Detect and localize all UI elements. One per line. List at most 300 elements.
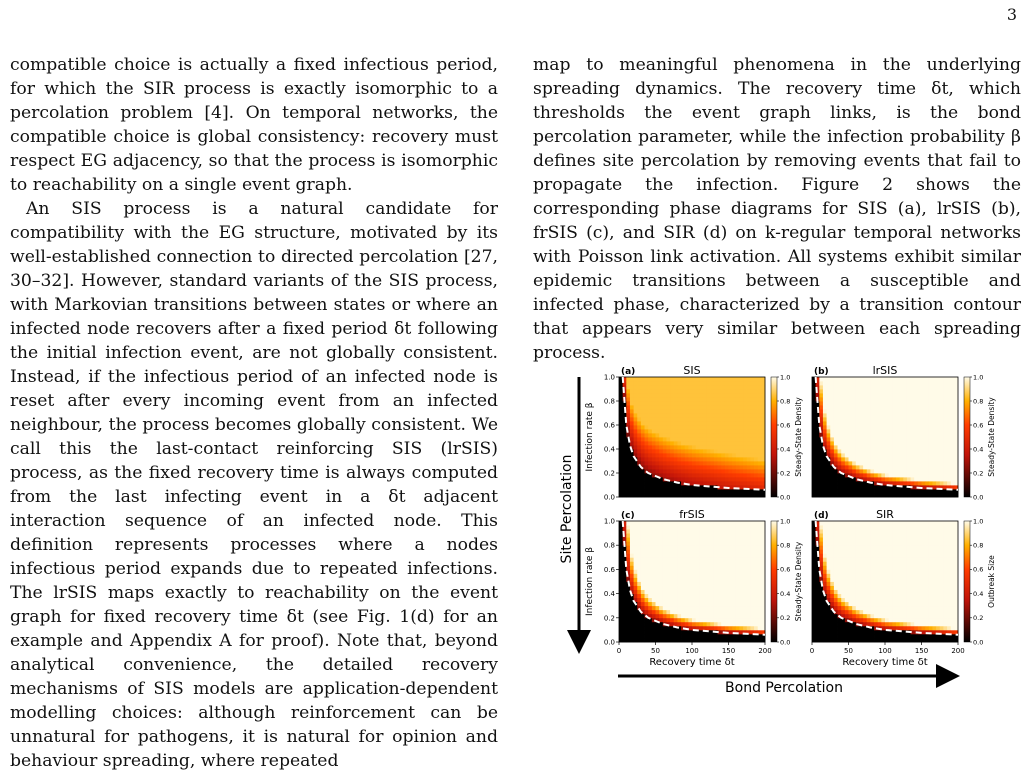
heatmap-cell xyxy=(659,602,663,606)
heatmap-cell xyxy=(951,537,955,541)
heatmap-cell xyxy=(823,429,827,433)
heatmap-cell xyxy=(681,429,685,433)
heatmap-cell xyxy=(841,489,845,493)
colorbar-tick-label: 1.0 xyxy=(973,373,984,382)
heatmap-cell xyxy=(932,529,936,533)
heatmap-cell xyxy=(845,453,849,457)
heatmap-cell xyxy=(918,477,922,481)
heatmap-cell xyxy=(626,529,630,533)
heatmap-cell xyxy=(659,533,663,537)
heatmap-cell xyxy=(936,549,940,553)
heatmap-cell xyxy=(718,453,722,457)
heatmap-cell xyxy=(878,425,882,429)
heatmap-cell xyxy=(845,606,849,610)
heatmap-cell xyxy=(881,413,885,417)
heatmap-cell xyxy=(819,477,823,481)
heatmap-cell xyxy=(754,545,758,549)
heatmap-cell xyxy=(648,409,652,413)
heatmap-cell xyxy=(918,385,922,389)
heatmap-cell xyxy=(918,569,922,573)
heatmap-cell xyxy=(947,417,951,421)
heatmap-cell xyxy=(637,433,641,437)
heatmap-cell xyxy=(645,622,649,626)
heatmap-cell xyxy=(827,521,831,525)
heatmap-cell xyxy=(696,529,700,533)
heatmap-cell xyxy=(725,421,729,425)
heatmap-cell xyxy=(925,473,929,477)
heatmap-cell xyxy=(903,610,907,614)
heatmap-cell xyxy=(718,465,722,469)
heatmap-cell xyxy=(907,477,911,481)
heatmap-cell xyxy=(878,397,882,401)
heatmap-cell xyxy=(838,397,842,401)
heatmap-cell xyxy=(652,393,656,397)
heatmap-cell xyxy=(859,405,863,409)
heatmap-cell xyxy=(736,606,740,610)
heatmap-cell xyxy=(703,381,707,385)
heatmap-cell xyxy=(681,417,685,421)
heatmap-cell xyxy=(867,561,871,565)
heatmap-cell xyxy=(754,397,758,401)
heatmap-cell xyxy=(929,565,933,569)
heatmap-cell xyxy=(863,553,867,557)
heatmap-cell xyxy=(914,521,918,525)
heatmap-cell xyxy=(670,489,674,493)
heatmap-cell xyxy=(889,449,893,453)
heatmap-cell xyxy=(914,481,918,485)
colorbar-tick-label: 0.2 xyxy=(780,469,791,478)
heatmap-cell xyxy=(918,397,922,401)
heatmap-cell xyxy=(674,537,678,541)
heatmap-cell xyxy=(812,441,816,445)
heatmap-cell xyxy=(718,525,722,529)
heatmap-cell xyxy=(656,537,660,541)
heatmap-cell xyxy=(889,525,893,529)
heatmap-cell xyxy=(634,485,638,489)
heatmap-cell xyxy=(918,457,922,461)
heatmap-cell xyxy=(823,553,827,557)
heatmap-cell xyxy=(878,614,882,618)
heatmap-cell xyxy=(911,594,915,598)
heatmap-cell xyxy=(834,561,838,565)
heatmap-cell xyxy=(907,557,911,561)
heatmap-cell xyxy=(758,594,762,598)
heatmap-cell xyxy=(707,393,711,397)
heatmap-cell xyxy=(681,565,685,569)
heatmap-cell xyxy=(703,537,707,541)
heatmap-cell xyxy=(619,469,623,473)
heatmap-cell xyxy=(758,553,762,557)
heatmap-cell xyxy=(688,405,692,409)
heatmap-cell xyxy=(889,557,893,561)
heatmap-cell xyxy=(696,421,700,425)
heatmap-cell xyxy=(834,437,838,441)
heatmap-cell xyxy=(922,457,926,461)
heatmap-cell xyxy=(659,401,663,405)
heatmap-cell xyxy=(892,485,896,489)
heatmap-cell xyxy=(845,565,849,569)
heatmap-cell xyxy=(896,533,900,537)
heatmap-cell xyxy=(859,626,863,630)
heatmap-cell xyxy=(940,409,944,413)
heatmap-cell xyxy=(652,457,656,461)
heatmap-cell xyxy=(827,421,831,425)
heatmap-cell xyxy=(656,541,660,545)
heatmap-cell xyxy=(816,437,820,441)
heatmap-cell xyxy=(951,481,955,485)
heatmap-cell xyxy=(736,521,740,525)
heatmap-cell xyxy=(739,586,743,590)
heatmap-cell xyxy=(659,417,663,421)
heatmap-cell xyxy=(699,397,703,401)
heatmap-cell xyxy=(870,489,874,493)
heatmap-cell xyxy=(699,481,703,485)
heatmap-cell xyxy=(677,606,681,610)
heatmap-cell xyxy=(929,465,933,469)
heatmap-cell xyxy=(758,425,762,429)
heatmap-cell xyxy=(838,389,842,393)
heatmap-cell xyxy=(619,569,623,573)
heatmap-cell xyxy=(914,622,918,626)
heatmap-cell xyxy=(718,457,722,461)
heatmap-cell xyxy=(670,429,674,433)
heatmap-cell xyxy=(856,393,860,397)
heatmap-cell xyxy=(918,533,922,537)
heatmap-cell xyxy=(823,417,827,421)
heatmap-cell xyxy=(699,598,703,602)
heatmap-cell xyxy=(634,594,638,598)
heatmap-cell xyxy=(819,461,823,465)
heatmap-cell xyxy=(838,457,842,461)
heatmap-cell xyxy=(652,577,656,581)
heatmap-cell xyxy=(830,381,834,385)
heatmap-cell xyxy=(841,429,845,433)
heatmap-cell xyxy=(867,529,871,533)
heatmap-cell xyxy=(659,429,663,433)
heatmap-cell xyxy=(637,425,641,429)
heatmap-cell xyxy=(911,465,915,469)
heatmap-cell xyxy=(656,461,660,465)
heatmap-cell xyxy=(914,389,918,393)
heatmap-cell xyxy=(892,409,896,413)
heatmap-cell xyxy=(863,606,867,610)
heatmap-cell xyxy=(630,473,634,477)
heatmap-cell xyxy=(626,385,630,389)
heatmap-cell xyxy=(856,598,860,602)
heatmap-cell xyxy=(718,602,722,606)
heatmap-cell xyxy=(707,381,711,385)
heatmap-cell xyxy=(663,481,667,485)
colorbar-label: Steady-State Density xyxy=(794,541,803,622)
heatmap-cell xyxy=(754,602,758,606)
heatmap-cell xyxy=(841,385,845,389)
heatmap-cell xyxy=(670,377,674,381)
heatmap-cell xyxy=(856,557,860,561)
heatmap-cell xyxy=(747,561,751,565)
heatmap-cell xyxy=(922,610,926,614)
heatmap-cell xyxy=(677,453,681,457)
heatmap-cell xyxy=(874,453,878,457)
heatmap-cell xyxy=(707,473,711,477)
heatmap-cell xyxy=(870,413,874,417)
heatmap-cell xyxy=(641,590,645,594)
heatmap-cell xyxy=(900,606,904,610)
heatmap-cell xyxy=(630,537,634,541)
heatmap-cell xyxy=(943,457,947,461)
heatmap-cell xyxy=(841,549,845,553)
heatmap-cell xyxy=(881,569,885,573)
heatmap-cell xyxy=(951,549,955,553)
heatmap-cell xyxy=(637,573,641,577)
heatmap-cell xyxy=(914,421,918,425)
heatmap-cell xyxy=(878,473,882,477)
heatmap-cell xyxy=(918,586,922,590)
heatmap-cell xyxy=(652,582,656,586)
heatmap-cell xyxy=(641,602,645,606)
heatmap-cell xyxy=(827,377,831,381)
heatmap-cell xyxy=(648,393,652,397)
heatmap-cell xyxy=(714,590,718,594)
heatmap-cell xyxy=(648,590,652,594)
heatmap-cell xyxy=(841,453,845,457)
heatmap-cell xyxy=(648,626,652,630)
heatmap-cell xyxy=(951,533,955,537)
heatmap-cell xyxy=(739,433,743,437)
heatmap-cell xyxy=(903,537,907,541)
heatmap-cell xyxy=(856,409,860,413)
heatmap-cell xyxy=(725,473,729,477)
heatmap-cell xyxy=(747,413,751,417)
heatmap-cell xyxy=(823,545,827,549)
panel-title: SIR xyxy=(876,508,894,521)
heatmap-cell xyxy=(732,401,736,405)
heatmap-cell xyxy=(878,521,882,525)
heatmap-cell xyxy=(619,582,623,586)
heatmap-cell xyxy=(670,401,674,405)
heatmap-cell xyxy=(739,582,743,586)
heatmap-cell xyxy=(859,453,863,457)
heatmap-cell xyxy=(732,469,736,473)
heatmap-cell xyxy=(936,477,940,481)
heatmap-cell xyxy=(703,561,707,565)
heatmap-cell xyxy=(914,618,918,622)
heatmap-cell xyxy=(656,453,660,457)
heatmap-cell xyxy=(721,469,725,473)
heatmap-cell xyxy=(870,417,874,421)
heatmap-cell xyxy=(758,405,762,409)
heatmap-cell xyxy=(630,421,634,425)
heatmap-cell xyxy=(812,573,816,577)
heatmap-cell xyxy=(670,573,674,577)
heatmap-cell xyxy=(823,521,827,525)
heatmap-cell xyxy=(892,533,896,537)
heatmap-cell xyxy=(940,541,944,545)
heatmap-cell xyxy=(685,618,689,622)
heatmap-cell xyxy=(634,393,638,397)
heatmap-cell xyxy=(670,557,674,561)
heatmap-cell xyxy=(819,626,823,630)
heatmap-cell xyxy=(870,553,874,557)
heatmap-cell xyxy=(729,469,733,473)
heatmap-cell xyxy=(911,561,915,565)
heatmap-cell xyxy=(637,549,641,553)
heatmap-cell xyxy=(943,529,947,533)
heatmap-cell xyxy=(641,485,645,489)
heatmap-cell xyxy=(903,465,907,469)
heatmap-cell xyxy=(729,573,733,577)
heatmap-cell xyxy=(681,557,685,561)
heatmap-cell xyxy=(754,377,758,381)
heatmap-cell xyxy=(677,485,681,489)
heatmap-cell xyxy=(652,525,656,529)
heatmap-cell xyxy=(656,582,660,586)
heatmap-cell xyxy=(932,485,936,489)
heatmap-cell xyxy=(911,445,915,449)
heatmap-cell xyxy=(736,533,740,537)
heatmap-cell xyxy=(652,549,656,553)
heatmap-cell xyxy=(758,606,762,610)
heatmap-cell xyxy=(867,525,871,529)
heatmap-cell xyxy=(852,437,856,441)
heatmap-cell xyxy=(940,389,944,393)
heatmap-cell xyxy=(666,573,670,577)
heatmap-cell xyxy=(732,457,736,461)
heatmap-cell xyxy=(889,610,893,614)
heatmap-cell xyxy=(696,409,700,413)
heatmap-cell xyxy=(743,618,747,622)
heatmap-cell xyxy=(747,377,751,381)
heatmap-cell xyxy=(645,606,649,610)
heatmap-cell xyxy=(681,389,685,393)
heatmap-cell xyxy=(641,533,645,537)
y-axis-label: Infection rate β xyxy=(585,547,595,616)
heatmap-cell xyxy=(841,405,845,409)
heatmap-cell xyxy=(758,545,762,549)
heatmap-cell xyxy=(827,569,831,573)
heatmap-cell xyxy=(685,465,689,469)
heatmap-cell xyxy=(619,561,623,565)
heatmap-cell xyxy=(688,537,692,541)
heatmap-cell xyxy=(903,489,907,493)
heatmap-cell xyxy=(710,626,714,630)
heatmap-cell xyxy=(688,457,692,461)
heatmap-cell xyxy=(732,465,736,469)
heatmap-cell xyxy=(725,441,729,445)
heatmap-cell xyxy=(922,377,926,381)
heatmap-cell xyxy=(914,573,918,577)
heatmap-cell xyxy=(867,417,871,421)
heatmap-cell xyxy=(663,445,667,449)
heatmap-cell xyxy=(947,569,951,573)
heatmap-cell xyxy=(870,449,874,453)
heatmap-cell xyxy=(630,622,634,626)
heatmap-cell xyxy=(750,614,754,618)
heatmap-cell xyxy=(874,594,878,598)
heatmap-cell xyxy=(674,409,678,413)
heatmap-cell xyxy=(725,618,729,622)
heatmap-cell xyxy=(666,626,670,630)
heatmap-cell xyxy=(823,582,827,586)
heatmap-cell xyxy=(929,622,933,626)
heatmap-cell xyxy=(830,477,834,481)
heatmap-cell xyxy=(677,594,681,598)
heatmap-cell xyxy=(681,437,685,441)
heatmap-cell xyxy=(674,377,678,381)
heatmap-cell xyxy=(619,413,623,417)
heatmap-cell xyxy=(896,381,900,385)
heatmap-cell xyxy=(816,465,820,469)
heatmap-cell xyxy=(670,465,674,469)
heatmap-cell xyxy=(630,521,634,525)
heatmap-cell xyxy=(677,477,681,481)
heatmap-cell xyxy=(900,521,904,525)
heatmap-cell xyxy=(922,549,926,553)
heatmap-cell xyxy=(834,429,838,433)
heatmap-cell xyxy=(874,389,878,393)
heatmap-cell xyxy=(911,389,915,393)
heatmap-cell xyxy=(943,481,947,485)
heatmap-cell xyxy=(710,433,714,437)
heatmap-cell xyxy=(874,377,878,381)
heatmap-cell xyxy=(659,453,663,457)
heatmap-cell xyxy=(659,481,663,485)
heatmap-cell xyxy=(819,557,823,561)
heatmap-cell xyxy=(634,489,638,493)
heatmap-cell xyxy=(841,557,845,561)
heatmap-cell xyxy=(907,385,911,389)
heatmap-cell xyxy=(743,586,747,590)
heatmap-cell xyxy=(666,397,670,401)
heatmap-cell xyxy=(856,569,860,573)
heatmap-cell xyxy=(747,586,751,590)
heatmap-cell xyxy=(819,469,823,473)
heatmap-cell xyxy=(710,634,714,638)
heatmap-cell xyxy=(907,433,911,437)
heatmap-cell xyxy=(838,385,842,389)
heatmap-cell xyxy=(856,461,860,465)
heatmap-cell xyxy=(903,602,907,606)
heatmap-cell xyxy=(714,529,718,533)
heatmap-cell xyxy=(659,557,663,561)
heatmap-cell xyxy=(739,397,743,401)
heatmap-cell xyxy=(922,489,926,493)
heatmap-cell xyxy=(718,381,722,385)
heatmap-cell xyxy=(885,377,889,381)
heatmap-cell xyxy=(677,573,681,577)
heatmap-cell xyxy=(634,389,638,393)
heatmap-cell xyxy=(750,445,754,449)
heatmap-cell xyxy=(889,602,893,606)
heatmap-cell xyxy=(874,525,878,529)
heatmap-cell xyxy=(929,481,933,485)
heatmap-cell xyxy=(685,445,689,449)
heatmap-cell xyxy=(838,582,842,586)
heatmap-cell xyxy=(900,385,904,389)
heatmap-cell xyxy=(754,453,758,457)
heatmap-cell xyxy=(663,485,667,489)
heatmap-cell xyxy=(652,565,656,569)
heatmap-cell xyxy=(838,557,842,561)
heatmap-cell xyxy=(816,453,820,457)
heatmap-cell xyxy=(838,525,842,529)
heatmap-cell xyxy=(710,525,714,529)
heatmap-cell xyxy=(951,397,955,401)
heatmap-cell xyxy=(823,437,827,441)
heatmap-cell xyxy=(630,565,634,569)
heatmap-cell xyxy=(750,429,754,433)
heatmap-cell xyxy=(881,634,885,638)
heatmap-cell xyxy=(859,409,863,413)
